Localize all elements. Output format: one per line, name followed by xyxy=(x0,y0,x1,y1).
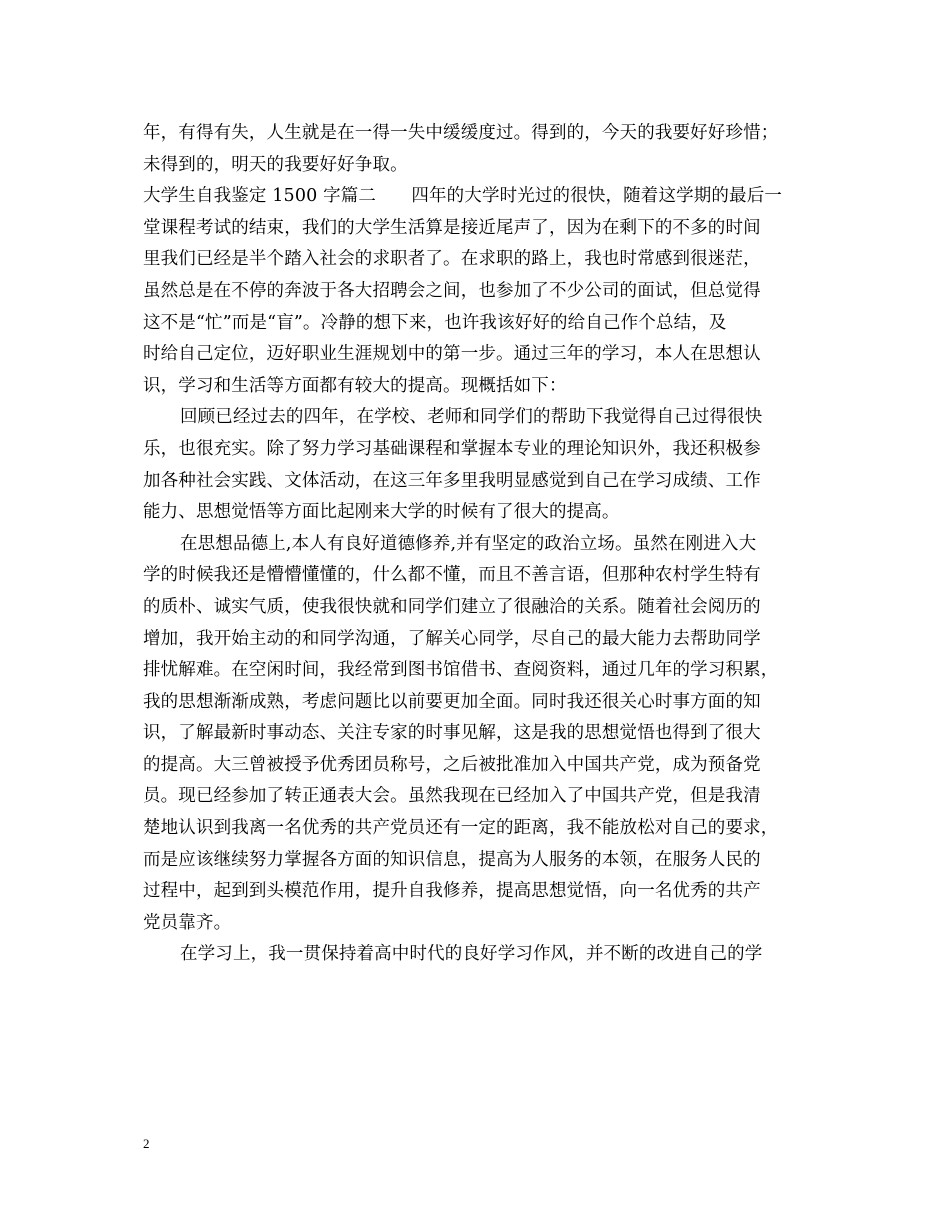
text-line: 我的思想渐渐成熟，考虑问题比以前要更加全面。同时我还很关心时事方面的知 xyxy=(143,691,761,712)
text-line: 而是应该继续努力掌握各方面的知识信息，提高为人服务的本领，在服务人民的 xyxy=(143,849,761,870)
text-line: 排忧解难。在空闲时间，我经常到图书馆借书、查阅资料，通过几年的学习积累， xyxy=(143,660,779,681)
text-line: 识，了解最新时事动态、关注专家的时事见解，这是我的思想觉悟也得到了很大 xyxy=(143,723,761,744)
page-number: 2 xyxy=(143,1136,150,1151)
text-line: 乐，也很充实。除了努力学习基础课程和掌握本专业的理论知识外，我还积极参 xyxy=(143,438,761,459)
text-line: 加各种社会实践、文体活动，在这三年多里我明显感觉到自己在学习成绩、工作 xyxy=(143,470,761,491)
text-line: 的提高。大三曾被授予优秀团员称号，之后被批准加入中国共产党，成为预备党 xyxy=(143,754,761,775)
text-line: 能力、思想觉悟等方面比起刚来大学的时候有了很大的提高。 xyxy=(143,502,620,523)
text-line: 过程中，起到到头模范作用，提升自我修养，提高思想觉悟，向一名优秀的共产 xyxy=(143,881,761,902)
text-line: 学的时候我还是懵懵懂懂的，什么都不懂，而且不善言语，但那种农村学生特有 xyxy=(143,565,761,586)
text-line: 员。现已经参加了转正通表大会。虽然我现在已经加入了中国共产党，但是我清 xyxy=(143,786,761,807)
body-text xyxy=(143,118,813,971)
text-line: 大学生自我鉴定 1500 字篇二 四年的大学时光过的很快，随着这学期的最后一 xyxy=(143,186,783,207)
text-line: 回顾已经过去的四年，在学校、老师和同学们的帮助下我觉得自己过得很快 xyxy=(180,407,763,428)
text-line: 增加，我开始主动的和同学沟通，了解关心同学，尽自己的最大能力去帮助同学 xyxy=(143,628,761,649)
text-line: 楚地认识到我离一名优秀的共产党员还有一定的距离，我不能放松对自己的要求， xyxy=(143,818,779,839)
text-line: 里我们已经是半个踏入社会的求职者了。在求职的路上，我也时常感到很迷茫， xyxy=(143,249,761,270)
text-line: 在学习上，我一贯保持着高中时代的良好学习作风，并不断的改进自己的学 xyxy=(180,944,763,965)
text-line: 年，有得有失，人生就是在一得一失中缓缓度过。得到的，今天的我要好好珍惜； xyxy=(143,123,779,143)
text-line: 堂课程考试的结束，我们的大学生活算是接近尾声了，因为在剩下的不多的时间 xyxy=(143,217,761,238)
text-line: 这不是“忙”而是“盲”。冷静的想下来，也许我该好好的给自己作个总结，及 xyxy=(143,312,727,333)
text-line: 识，学习和生活等方面都有较大的提高。现概括如下： xyxy=(143,375,567,396)
text-line: 未得到的，明天的我要好好争取。 xyxy=(143,154,408,175)
text-line: 虽然总是在不停的奔波于各大招聘会之间，也参加了不少公司的面试，但总觉得 xyxy=(143,280,761,301)
text-line: 在思想品德上,本人有良好道德修养,并有坚定的政治立场。虽然在刚进入大 xyxy=(180,533,757,554)
text-line: 的质朴、诚实气质，使我很快就和同学们建立了很融洽的关系。随着社会阅历的 xyxy=(143,596,761,617)
text-line: 时给自己定位，迈好职业生涯规划中的第一步。通过三年的学习，本人在思想认 xyxy=(143,344,761,365)
text-line: 党员靠齐。 xyxy=(143,912,232,933)
